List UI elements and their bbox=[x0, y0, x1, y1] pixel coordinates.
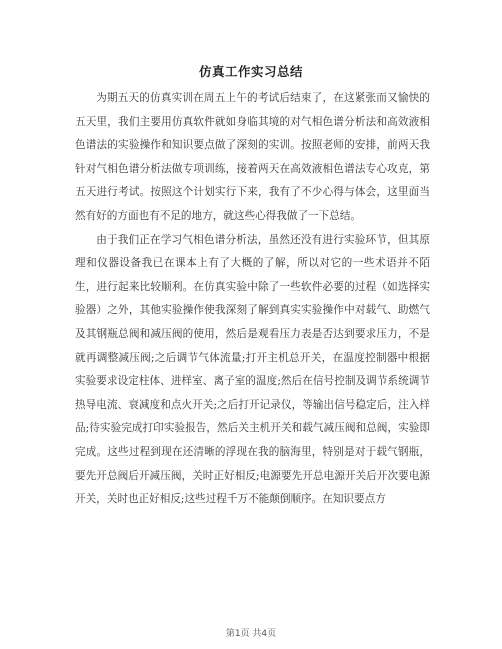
document-title: 仿真工作实习总结 bbox=[198, 64, 303, 79]
document-body bbox=[75, 87, 430, 512]
page-number: 第1页 共4页 bbox=[225, 629, 277, 639]
paragraph-intro: 为期五天的仿真实训在周五上午的考试后结束了，在这紧张而又愉快的五天里，我们主要用仿真软件就如身临其境的对气相色谱分析法和高效液相色谱法的实验操作和知识要点做了深刻的实训。按照老师的安排，前两天我针对气相色谱分析法做专项训练，接着两天在高效液相色谱法专心攻克，第五天进行考试。按照这个计划实行下来，我有了不少心得与体会，这里面当然有好的方面也有不足的地方，就这些心得我做了一下总结。 bbox=[75, 92, 430, 222]
paragraph-gas-chromatography: 由于我们正在学习气相色谱分析法，虽然还没有进行实验环节，但其原理和仪器设备我已在课本上有了大概的了解，所以对它的一些术语并不陌生，进行起来比较顺利。在仿真实验中除了一些软件必要的过程（如选择实验器）之外，其他实验操作使我深刻了解到真实实验操作中对载气、助燃气及其钢瓶总阀和减压阀的使用，然后是观看压力表是否达到要求压力，不是就再调整减压阀;之后调节气体流量;打开主机总开关，在温度控制器中根据实验要求设定柱体、进样室、离子室的温度;然后在信号控制及调节系统调节热导电流、衰减度和点火开关;之后打开记录仪，等输出信号稳定后，注入样品;待实验完成打印实验报告，然后关主机开关和载气减压阀和总阀，实验即完成。这些过程到现在还清晰的浮现在我的脑海里，特别是对于载气钢瓶，要先开总阀后开减压阀，关时正好相反;电源要先开总电源开关后开次要电源开关，关时也正好相反;这些过程千万不能颠倒顺序。在知识要点方 bbox=[75, 233, 430, 506]
